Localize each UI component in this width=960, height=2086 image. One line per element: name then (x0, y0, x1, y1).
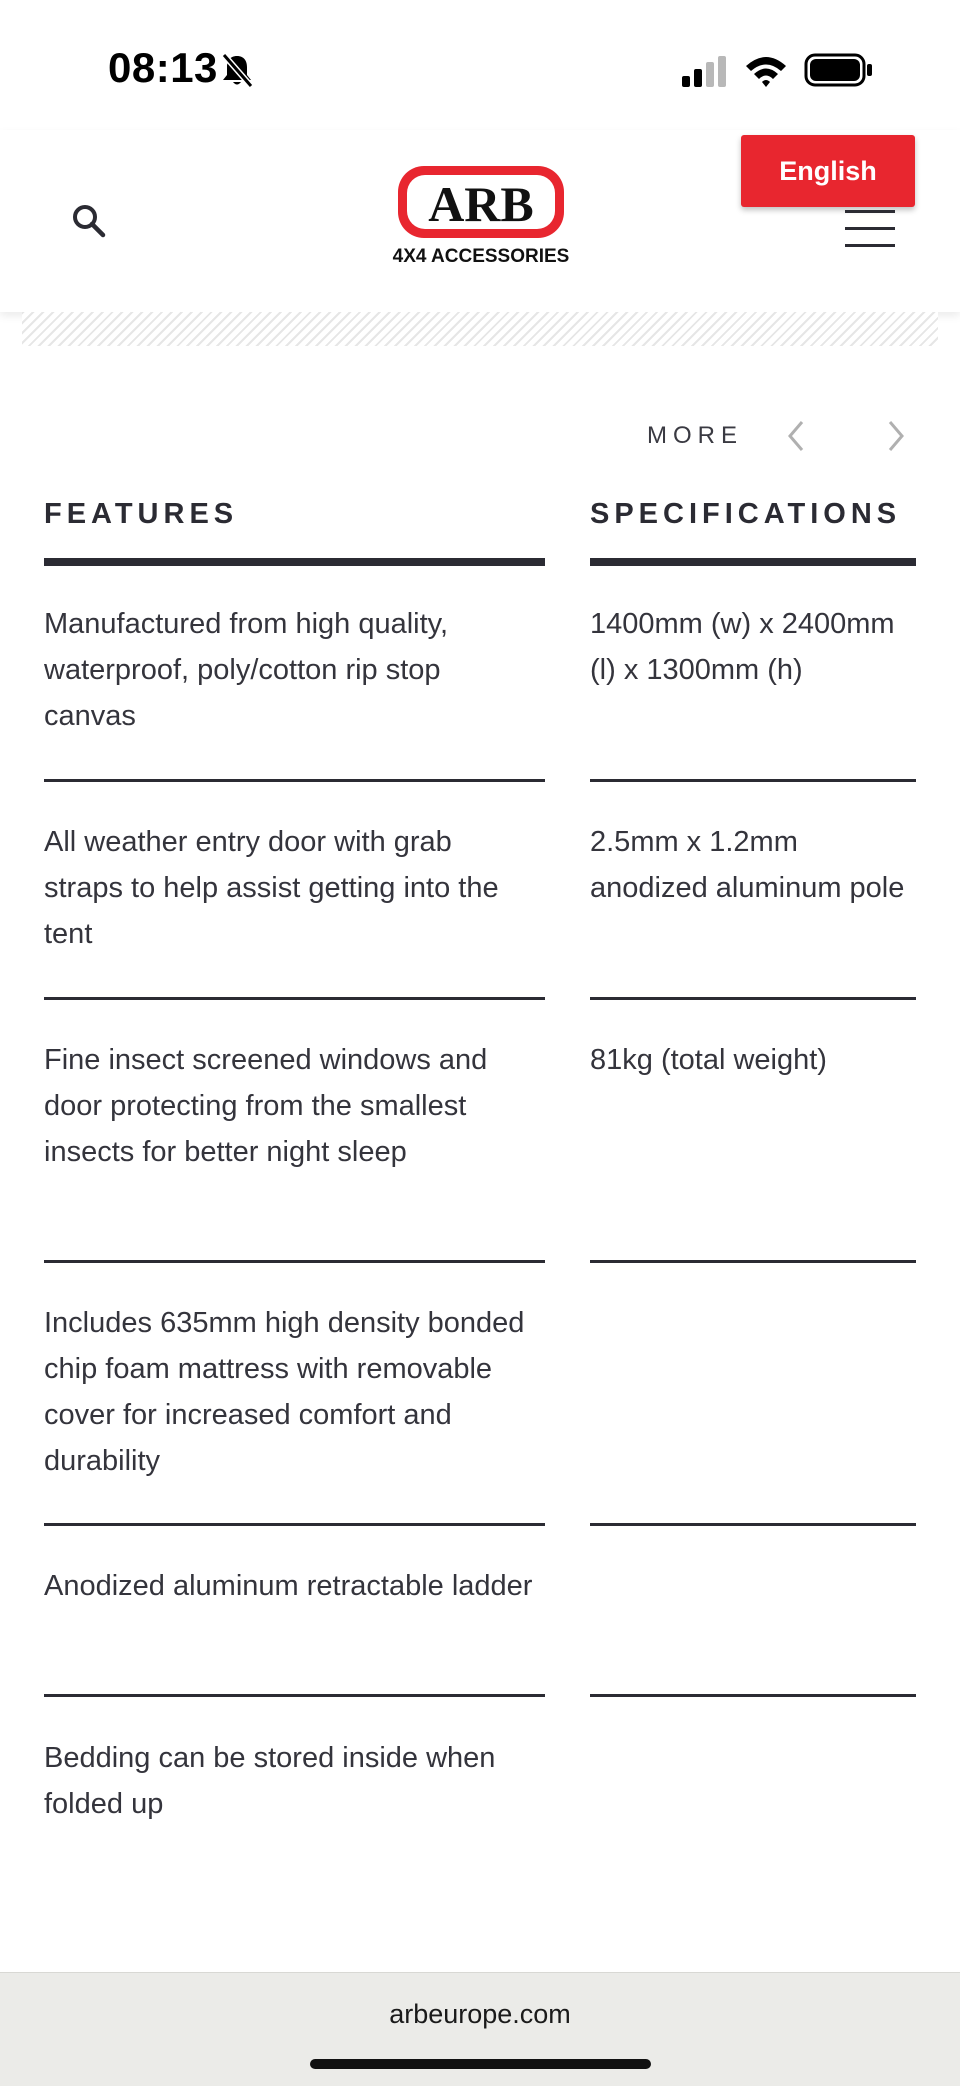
features-heading: FEATURES (44, 498, 239, 530)
feature-item: Fine insect screened windows and door protecting from the smallest insects for better night sleep (44, 1044, 488, 1168)
chevron-left-icon[interactable] (784, 418, 808, 454)
feature-item: Manufactured from high quality, waterproof, poly/cotton rip stop canvas (44, 608, 449, 732)
language-button[interactable]: English (741, 135, 915, 207)
row-divider (590, 1260, 916, 1263)
row-divider (44, 1694, 545, 1697)
specification-item: 81kg (total weight) (590, 1044, 827, 1076)
row-divider (44, 1523, 545, 1526)
menu-bar (845, 244, 895, 247)
specification-item: 1400mm (w) x 2400mm (l) x 1300mm (h) (590, 608, 895, 686)
battery-icon (804, 52, 874, 88)
browser-bottom-bar (0, 1972, 960, 2086)
row-divider (44, 1260, 545, 1263)
bell-slash-icon (220, 52, 254, 88)
arb-logo-graphic (386, 164, 576, 268)
home-indicator[interactable] (310, 2059, 651, 2069)
row-divider (590, 779, 916, 782)
status-time: 08:13 (108, 44, 218, 91)
specifications-heading-rule (590, 558, 916, 566)
cellular-signal-icon (680, 56, 730, 88)
row-divider (44, 997, 545, 1000)
logo-text: ARB (428, 176, 534, 232)
chevron-right-icon[interactable] (884, 418, 908, 454)
row-divider (590, 1694, 916, 1697)
site-header (0, 130, 960, 312)
menu-bar (845, 210, 895, 213)
url-address[interactable]: arbeurope.com (389, 1999, 571, 2029)
feature-item: All weather entry door with grab straps to help assist getting into the tent (44, 826, 499, 950)
striped-divider (22, 312, 938, 346)
feature-item: Anodized aluminum retractable ladder (44, 1570, 533, 1602)
row-divider (590, 1523, 916, 1526)
specification-item: 2.5mm x 1.2mm anodized aluminum pole (590, 826, 905, 904)
row-divider (590, 997, 916, 1000)
arb-logo[interactable] (386, 164, 576, 268)
hamburger-menu-icon[interactable] (845, 210, 895, 248)
specifications-heading: SPECIFICATIONS (590, 498, 902, 530)
menu-bar (845, 227, 895, 230)
search-icon[interactable] (70, 202, 108, 240)
features-heading-rule (44, 558, 545, 566)
feature-item: Bedding can be stored inside when folded up (44, 1742, 496, 1820)
wifi-icon (744, 54, 788, 88)
logo-subtext: 4X4 ACCESSORIES (392, 246, 570, 267)
row-divider (44, 779, 545, 782)
status-bar (0, 0, 960, 130)
feature-item: Includes 635mm high density bonded chip foam mattress with removable cover for increased comfort and durability (44, 1307, 525, 1477)
more-label: MORE (647, 422, 743, 449)
